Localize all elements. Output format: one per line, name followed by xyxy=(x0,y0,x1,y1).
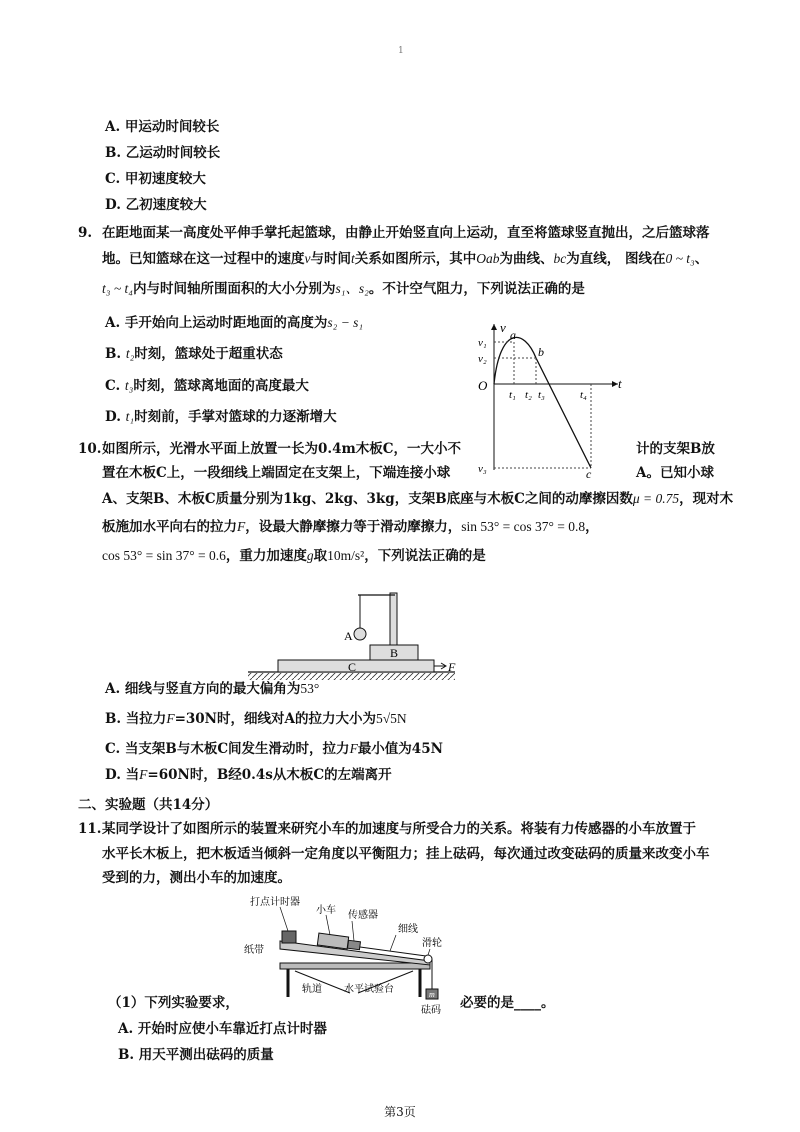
ground-hatch xyxy=(248,673,455,680)
string-pointer xyxy=(390,935,396,951)
q9-line1: 在距地面某一高度处平伸手掌托起篮球，由静止开始竖直向上运动，直至将篮球竖直抛出，之后篮球落 xyxy=(102,225,710,241)
velocity-time-graph xyxy=(470,318,630,480)
q10-apparatus-figure xyxy=(240,588,470,688)
q8-option-a: A. 甲运动时间较长 xyxy=(105,119,220,135)
pulley-label: 滑轮 xyxy=(422,938,442,949)
q11-line1: 某同学设计了如图所示的装置来研究小车的加速度与所受合力的关系。将装有力传感器的小车放置于 xyxy=(102,821,696,837)
cart-pointer xyxy=(326,915,330,935)
graph-curve-oab xyxy=(494,337,536,384)
q11-option-a: A. 开始时应使小车靠近打点计时器 xyxy=(118,1021,327,1037)
q9-line2: 地。已知篮球在这一过程中的速度v与时间t关系如图所示，其中Oab为曲线、bc为直线， 图线在0 ~ t₃、 xyxy=(102,251,709,267)
tape-label: 纸带 xyxy=(244,945,264,956)
graph-origin: O xyxy=(478,378,488,393)
page-top-mark: 1 xyxy=(398,46,404,56)
graph-v1: v₁ xyxy=(478,337,487,349)
q11-line2: 水平长木板上，把木板适当倾斜一定角度以平衡阻力；挂上砝码，每次通过改变砝码的质量来改变小车 xyxy=(102,846,710,862)
q9-option-a: A. 手开始向上运动时距地面的高度为s₂ − s₁ xyxy=(105,315,364,331)
q8-option-c: C. 甲初速度较大 xyxy=(105,171,206,187)
timer-pointer xyxy=(280,907,288,931)
q9-option-b: B. t₂时刻，篮球处于超重状态 xyxy=(105,346,283,362)
q10-line4: 板施加水平向右的拉力F，设最大静摩擦力等于滑动摩擦力，sin 53° = cos 37° = 0.8， xyxy=(102,519,599,535)
q9-option-d: D. t₁时刻前，手掌对篮球的力逐渐增大 xyxy=(105,409,337,425)
section-2-heading: 二、实验题（共14分） xyxy=(78,797,219,813)
q9-option-c: C. t₃时刻，篮球离地面的高度最大 xyxy=(105,378,309,394)
q10-line3: A、支架B、木板C质量分别为1kg、2kg、3kg，支架B底座与木板C之间的动摩擦因数μ = 0.75，现对木 xyxy=(102,491,734,507)
q10-line2b: A。已知小球 xyxy=(636,465,714,481)
q9-line3: t₃ ~ t₄内与时间轴所围面积的大小分别为s₁、s₂。不计空气阻力，下列说法正确的是 xyxy=(102,281,585,297)
table-label: 水平试验台 xyxy=(344,984,394,995)
ball-a xyxy=(354,628,366,640)
q10-option-a: A. 细线与竖直方向的最大偏角为53° xyxy=(105,681,320,697)
graph-t4: t₄ xyxy=(580,389,587,401)
stand-post xyxy=(390,593,397,645)
q8-option-b: B. 乙运动时间较长 xyxy=(105,145,221,161)
label-c: C xyxy=(348,660,357,674)
graph-point-a: a xyxy=(510,328,516,342)
q10-option-b: B. 当拉力F=30N时，细线对A的拉力大小为5√5N xyxy=(105,711,407,727)
graph-line-bc xyxy=(536,358,591,468)
q11-sub1-pre: （1）下列实验要求， xyxy=(108,995,239,1011)
sensor-pointer xyxy=(352,921,354,941)
q8-option-d: D. 乙初速度较大 xyxy=(105,197,207,213)
q10-option-c: C. 当支架B与木板C间发生滑动时，拉力F最小值为45N xyxy=(105,741,443,757)
pulley-wheel xyxy=(424,955,432,963)
label-f: F xyxy=(448,660,456,674)
graph-t3: t₃ xyxy=(538,389,545,401)
string-label: 细线 xyxy=(398,924,418,935)
graph-y-label: v xyxy=(500,320,506,335)
label-a: A xyxy=(344,629,353,643)
q11-option-b: B. 用天平测出砝码的质量 xyxy=(118,1047,274,1063)
q11-line3: 受到的力，测出小车的加速度。 xyxy=(102,870,291,886)
force-sensor xyxy=(348,940,361,949)
timer-label: 打点计时器 xyxy=(250,897,300,908)
graph-point-c: c xyxy=(586,467,592,480)
q10-option-d: D. 当F=60N时，B经0.4s从木板C的左端离开 xyxy=(105,767,392,783)
cart-label: 小车 xyxy=(316,905,336,916)
q11-sub1-post: 必要的是____。 xyxy=(460,995,555,1011)
graph-t2: t₂ xyxy=(525,389,532,401)
graph-t1: t₁ xyxy=(509,389,516,401)
graph-point-b: b xyxy=(538,345,544,359)
track-label: 轨道 xyxy=(302,984,322,995)
timer-device xyxy=(282,931,296,943)
pulley-pointer xyxy=(428,949,430,955)
q10-line1b: 计的支架B放 xyxy=(636,441,715,457)
graph-x-label: t xyxy=(618,376,622,391)
label-b: B xyxy=(390,646,399,660)
page-number: 第3页 xyxy=(384,1105,416,1119)
graph-v2: v₂ xyxy=(478,353,487,365)
sensor-label: 传感器 xyxy=(348,910,378,921)
weight-m-label: m xyxy=(429,990,435,999)
q10-line1a: 如图所示，光滑水平面上放置一长为0.4m木板C，一大小不 xyxy=(102,441,462,457)
q9-number: 9. xyxy=(78,225,93,241)
q11-number: 11. xyxy=(78,821,102,837)
table-top xyxy=(280,963,430,969)
weight-label: 砝码 xyxy=(421,1005,441,1016)
q10-line5: cos 53° = sin 37° = 0.6，重力加速度g取10m/s²，下列说法正确的是 xyxy=(102,548,486,564)
q11-apparatus-figure xyxy=(240,893,462,1018)
graph-v3: v₃ xyxy=(478,463,487,475)
q10-number: 10. xyxy=(78,441,102,457)
q10-line2a: 置在木板C上，一段细线上端固定在支架上，下端连接小球 xyxy=(102,465,451,481)
